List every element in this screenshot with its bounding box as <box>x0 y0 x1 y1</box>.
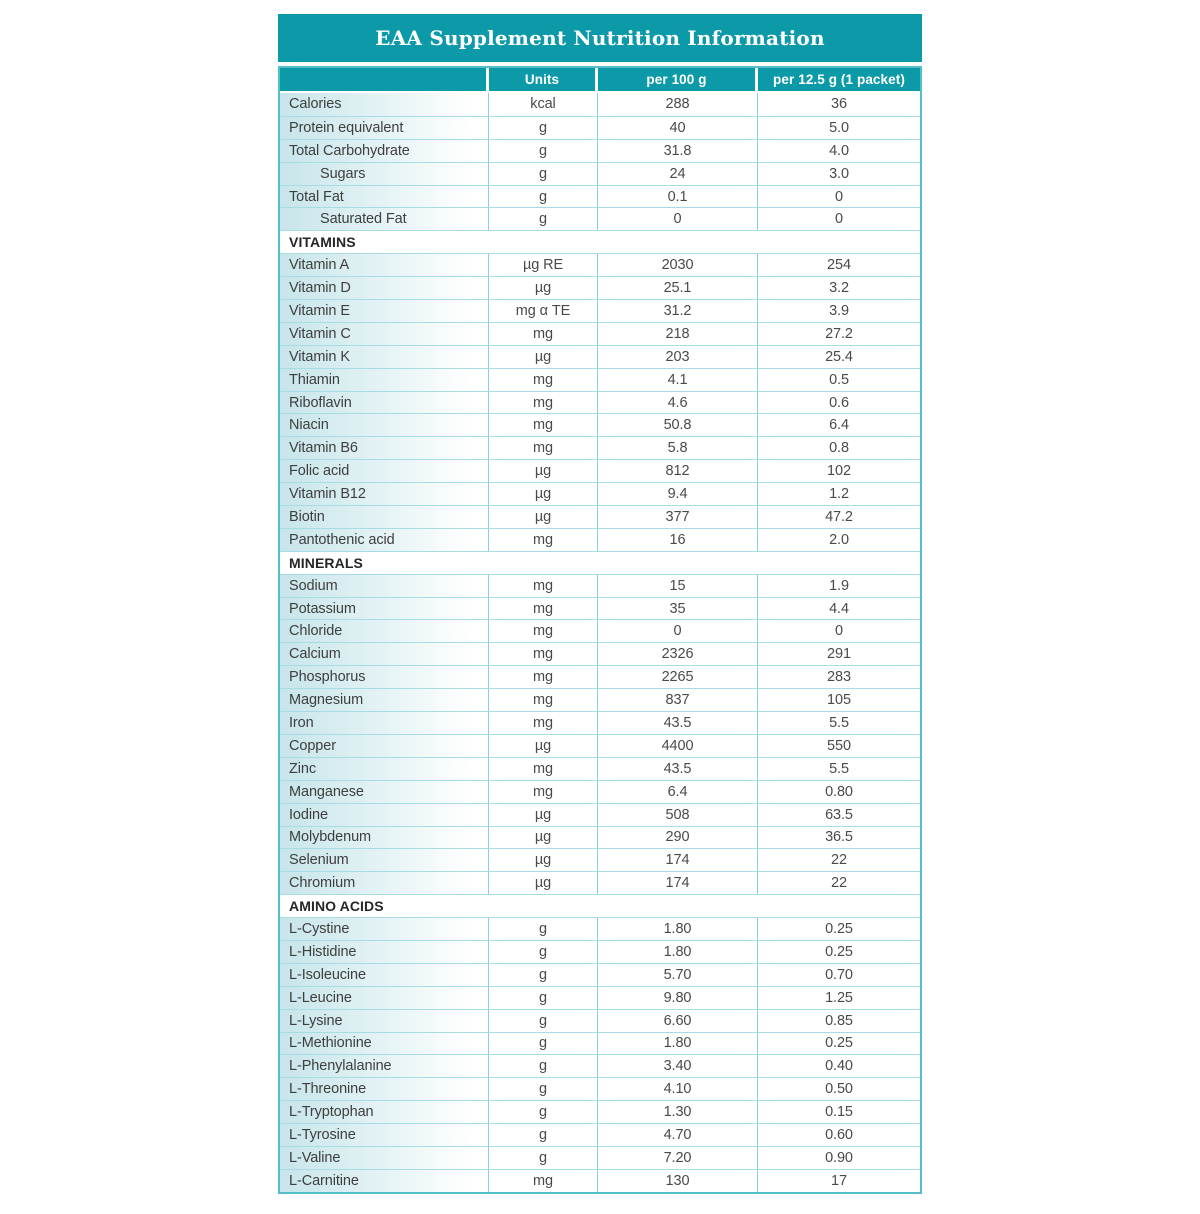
row-label: L-Lysine <box>280 1010 489 1032</box>
row-unit: mg <box>489 758 598 780</box>
row-label: Vitamin B12 <box>280 483 489 505</box>
row-value-per-100g: 31.8 <box>598 140 758 162</box>
row-unit: kcal <box>489 93 598 116</box>
row-label: L-Histidine <box>280 941 489 963</box>
row-value-per-12-5g: 0.25 <box>825 943 853 960</box>
row-unit: g <box>489 140 598 162</box>
row-unit: µg <box>489 460 598 482</box>
table-row <box>280 619 920 642</box>
row-value-per-12-5g: 0.50 <box>825 1081 853 1098</box>
table-row <box>280 207 920 230</box>
table-row <box>280 1100 920 1123</box>
row-label: Sugars <box>280 163 489 185</box>
table-row <box>280 276 920 299</box>
table-row <box>280 505 920 528</box>
row-label: L-Phenylalanine <box>280 1055 489 1077</box>
row-value-per-100g: 4.6 <box>598 392 758 414</box>
nutrition-table <box>278 66 922 1194</box>
panel-title: EAA Supplement Nutrition Information <box>375 26 825 50</box>
row-label: L-Cystine <box>280 918 489 940</box>
table-row <box>280 597 920 620</box>
row-value-per-100g: 218 <box>598 323 758 345</box>
table-row <box>280 917 920 940</box>
row-unit: mg <box>489 598 598 620</box>
row-value-per-12-5g: 0 <box>835 211 843 228</box>
table-row <box>280 688 920 711</box>
row-unit: g <box>489 987 598 1009</box>
row-unit: mg <box>489 620 598 642</box>
row-unit: g <box>489 208 598 230</box>
row-unit: mg <box>489 643 598 665</box>
row-value-per-100g: 15 <box>598 575 758 597</box>
row-value-per-12-5g: 0.5 <box>829 371 849 388</box>
row-unit: g <box>489 941 598 963</box>
row-unit: mg <box>489 414 598 436</box>
row-unit: µg <box>489 735 598 757</box>
table-header-row <box>280 68 920 93</box>
row-value-per-12-5g: 0.90 <box>825 1149 853 1166</box>
row-label: Manganese <box>280 781 489 803</box>
row-value-per-12-5g: 0.8 <box>829 440 849 457</box>
row-value-per-12-5g: 5.5 <box>829 714 849 731</box>
row-value-per-100g: 174 <box>598 849 758 871</box>
table-row <box>280 986 920 1009</box>
row-label: Phosphorus <box>280 666 489 688</box>
row-label: Biotin <box>280 506 489 528</box>
row-value-per-100g: 1.80 <box>598 941 758 963</box>
row-unit: g <box>489 1055 598 1077</box>
column-header-per-100g: per 100 g <box>598 68 758 91</box>
table-row <box>280 116 920 139</box>
row-label: Calories <box>280 93 489 116</box>
row-value-per-12-5g: 36.5 <box>825 829 853 846</box>
table-row <box>280 1032 920 1055</box>
row-value-per-100g: 43.5 <box>598 758 758 780</box>
row-value-per-12-5g: 3.2 <box>829 280 849 297</box>
row-value-per-100g: 4400 <box>598 735 758 757</box>
row-value-per-100g: 25.1 <box>598 277 758 299</box>
section-header-vitamins: VITAMINS <box>280 230 920 253</box>
row-value-per-12-5g: 0 <box>835 623 843 640</box>
row-value-per-100g: 9.80 <box>598 987 758 1009</box>
row-value-per-12-5g: 5.5 <box>829 760 849 777</box>
row-label: Pantothenic acid <box>280 529 489 551</box>
row-label: Niacin <box>280 414 489 436</box>
row-label: Total Fat <box>280 186 489 208</box>
row-label: L-Methionine <box>280 1033 489 1055</box>
row-value-per-100g: 16 <box>598 529 758 551</box>
row-value-per-100g: 377 <box>598 506 758 528</box>
row-label: Vitamin E <box>280 300 489 322</box>
row-unit: µg <box>489 849 598 871</box>
row-value-per-12-5g: 27.2 <box>825 325 853 342</box>
row-value-per-12-5g: 0.15 <box>825 1104 853 1121</box>
row-value-per-12-5g: 283 <box>827 669 851 686</box>
row-unit: µg <box>489 277 598 299</box>
row-unit: mg <box>489 529 598 551</box>
table-row <box>280 734 920 757</box>
row-label: Selenium <box>280 849 489 871</box>
row-value-per-100g: 4.10 <box>598 1078 758 1100</box>
row-value-per-12-5g: 0.40 <box>825 1058 853 1075</box>
row-value-per-100g: 7.20 <box>598 1147 758 1169</box>
table-row <box>280 963 920 986</box>
row-value-per-12-5g: 0.85 <box>825 1012 853 1029</box>
row-value-per-100g: 35 <box>598 598 758 620</box>
row-unit: mg <box>489 323 598 345</box>
row-label: L-Leucine <box>280 987 489 1009</box>
row-label: Saturated Fat <box>280 208 489 230</box>
row-value-per-100g: 1.80 <box>598 1033 758 1055</box>
table-row <box>280 482 920 505</box>
row-value-per-100g: 2265 <box>598 666 758 688</box>
table-row <box>280 322 920 345</box>
row-label: Total Carbohydrate <box>280 140 489 162</box>
row-value-per-12-5g: 4.4 <box>829 600 849 617</box>
row-value-per-100g: 3.40 <box>598 1055 758 1077</box>
row-value-per-12-5g: 36 <box>831 96 847 113</box>
row-label: Copper <box>280 735 489 757</box>
row-value-per-12-5g: 254 <box>827 257 851 274</box>
row-value-per-12-5g: 1.2 <box>829 486 849 503</box>
row-unit: g <box>489 1147 598 1169</box>
column-header-per-12-5g: per 12.5 g (1 packet) <box>758 68 920 91</box>
row-value-per-100g: 288 <box>598 93 758 116</box>
row-value-per-12-5g: 0.25 <box>825 921 853 937</box>
row-value-per-100g: 5.70 <box>598 964 758 986</box>
table-row <box>280 1054 920 1077</box>
row-label: Magnesium <box>280 689 489 711</box>
row-label: L-Valine <box>280 1147 489 1169</box>
row-unit: mg <box>489 666 598 688</box>
row-value-per-12-5g: 2.0 <box>829 531 849 548</box>
row-unit: g <box>489 1124 598 1146</box>
section-header-amino-acids: AMINO ACIDS <box>280 894 920 917</box>
row-value-per-12-5g: 1.9 <box>829 577 849 594</box>
row-value-per-100g: 290 <box>598 827 758 849</box>
row-value-per-12-5g: 5.0 <box>829 119 849 136</box>
table-row <box>280 780 920 803</box>
row-unit: g <box>489 163 598 185</box>
row-value-per-12-5g: 0.60 <box>825 1127 853 1144</box>
row-value-per-12-5g: 17 <box>831 1172 847 1189</box>
row-unit: µg <box>489 506 598 528</box>
row-value-per-100g: 43.5 <box>598 712 758 734</box>
table-row <box>280 642 920 665</box>
row-label: Vitamin B6 <box>280 437 489 459</box>
table-row <box>280 757 920 780</box>
table-row <box>280 345 920 368</box>
row-value-per-100g: 0 <box>598 620 758 642</box>
row-label: Molybdenum <box>280 827 489 849</box>
table-row <box>280 413 920 436</box>
row-unit: mg <box>489 689 598 711</box>
table-row <box>280 528 920 551</box>
row-unit: µg <box>489 483 598 505</box>
row-label: Potassium <box>280 598 489 620</box>
row-label: Vitamin D <box>280 277 489 299</box>
row-value-per-12-5g: 47.2 <box>825 508 853 525</box>
table-row <box>280 665 920 688</box>
row-value-per-100g: 1.80 <box>598 918 758 940</box>
row-unit: g <box>489 1010 598 1032</box>
row-value-per-100g: 508 <box>598 804 758 826</box>
row-unit: g <box>489 1033 598 1055</box>
table-row <box>280 940 920 963</box>
row-value-per-12-5g: 105 <box>827 692 851 709</box>
row-value-per-12-5g: 102 <box>827 463 851 480</box>
row-value-per-100g: 4.70 <box>598 1124 758 1146</box>
row-unit: g <box>489 918 598 940</box>
row-unit: µg <box>489 346 598 368</box>
panel-title-bar <box>278 14 922 62</box>
row-value-per-12-5g: 63.5 <box>825 806 853 823</box>
table-row <box>280 711 920 734</box>
row-value-per-100g: 40 <box>598 117 758 139</box>
row-label: Vitamin K <box>280 346 489 368</box>
table-row <box>280 93 920 116</box>
row-unit: mg α TE <box>489 300 598 322</box>
row-value-per-12-5g: 3.0 <box>829 165 849 182</box>
row-label: L-Threonine <box>280 1078 489 1100</box>
column-header-item <box>280 68 489 91</box>
row-unit: g <box>489 1078 598 1100</box>
row-label: Vitamin A <box>280 254 489 276</box>
row-unit: mg <box>489 369 598 391</box>
row-unit: mg <box>489 575 598 597</box>
row-unit: mg <box>489 437 598 459</box>
row-value-per-100g: 4.1 <box>598 369 758 391</box>
table-row <box>280 1009 920 1032</box>
row-unit: g <box>489 117 598 139</box>
table-row <box>280 871 920 894</box>
column-header-units: Units <box>489 68 598 91</box>
table-row <box>280 1123 920 1146</box>
row-value-per-100g: 2030 <box>598 254 758 276</box>
table-row <box>280 368 920 391</box>
section-header-minerals: MINERALS <box>280 551 920 574</box>
row-value-per-12-5g: 6.4 <box>829 417 849 434</box>
row-value-per-12-5g: 25.4 <box>825 348 853 365</box>
table-row <box>280 1169 920 1192</box>
row-value-per-12-5g: 550 <box>827 737 851 754</box>
row-label: L-Tryptophan <box>280 1101 489 1123</box>
row-value-per-12-5g: 3.9 <box>829 302 849 319</box>
row-value-per-12-5g: 4.0 <box>829 142 849 159</box>
table-row <box>280 459 920 482</box>
table-row <box>280 185 920 208</box>
row-label: Protein equivalent <box>280 117 489 139</box>
table-row <box>280 1146 920 1169</box>
row-unit: µg <box>489 872 598 894</box>
row-label: Thiamin <box>280 369 489 391</box>
table-row <box>280 826 920 849</box>
row-unit: g <box>489 186 598 208</box>
table-row <box>280 803 920 826</box>
row-value-per-100g: 812 <box>598 460 758 482</box>
row-value-per-12-5g: 0.6 <box>829 394 849 411</box>
row-value-per-100g: 6.4 <box>598 781 758 803</box>
row-unit: mg <box>489 781 598 803</box>
row-unit: µg <box>489 804 598 826</box>
row-unit: µg <box>489 827 598 849</box>
row-label: Vitamin C <box>280 323 489 345</box>
table-row <box>280 1077 920 1100</box>
row-value-per-100g: 130 <box>598 1170 758 1192</box>
row-label: Iodine <box>280 804 489 826</box>
row-value-per-100g: 837 <box>598 689 758 711</box>
row-value-per-12-5g: 0.80 <box>825 783 853 800</box>
row-label: L-Isoleucine <box>280 964 489 986</box>
nutrition-panel <box>278 14 922 1194</box>
row-unit: mg <box>489 392 598 414</box>
row-unit: µg RE <box>489 254 598 276</box>
row-value-per-12-5g: 291 <box>827 646 851 663</box>
row-value-per-100g: 24 <box>598 163 758 185</box>
row-label: L-Carnitine <box>280 1170 489 1192</box>
table-row <box>280 299 920 322</box>
table-row <box>280 253 920 276</box>
row-label: Riboflavin <box>280 392 489 414</box>
row-label: Zinc <box>280 758 489 780</box>
row-value-per-100g: 0 <box>598 208 758 230</box>
row-label: Iron <box>280 712 489 734</box>
row-value-per-12-5g: 22 <box>831 875 847 892</box>
row-value-per-100g: 1.30 <box>598 1101 758 1123</box>
table-row <box>280 574 920 597</box>
row-value-per-12-5g: 0.70 <box>825 966 853 983</box>
row-value-per-12-5g: 1.25 <box>825 989 853 1006</box>
row-label: L-Tyrosine <box>280 1124 489 1146</box>
row-unit: g <box>489 964 598 986</box>
row-value-per-12-5g: 0 <box>835 188 843 205</box>
table-row <box>280 848 920 871</box>
row-value-per-100g: 2326 <box>598 643 758 665</box>
row-value-per-100g: 31.2 <box>598 300 758 322</box>
row-label: Chloride <box>280 620 489 642</box>
table-row <box>280 436 920 459</box>
row-value-per-100g: 203 <box>598 346 758 368</box>
row-value-per-100g: 6.60 <box>598 1010 758 1032</box>
row-value-per-100g: 5.8 <box>598 437 758 459</box>
row-value-per-100g: 0.1 <box>598 186 758 208</box>
row-label: Chromium <box>280 872 489 894</box>
row-label: Folic acid <box>280 460 489 482</box>
row-label: Calcium <box>280 643 489 665</box>
row-value-per-100g: 174 <box>598 872 758 894</box>
row-value-per-12-5g: 0.25 <box>825 1035 853 1052</box>
row-unit: mg <box>489 1170 598 1192</box>
table-row <box>280 391 920 414</box>
row-unit: mg <box>489 712 598 734</box>
table-row <box>280 139 920 162</box>
row-value-per-100g: 9.4 <box>598 483 758 505</box>
row-unit: g <box>489 1101 598 1123</box>
row-value-per-12-5g: 22 <box>831 852 847 869</box>
table-row <box>280 162 920 185</box>
row-value-per-100g: 50.8 <box>598 414 758 436</box>
row-label: Sodium <box>280 575 489 597</box>
